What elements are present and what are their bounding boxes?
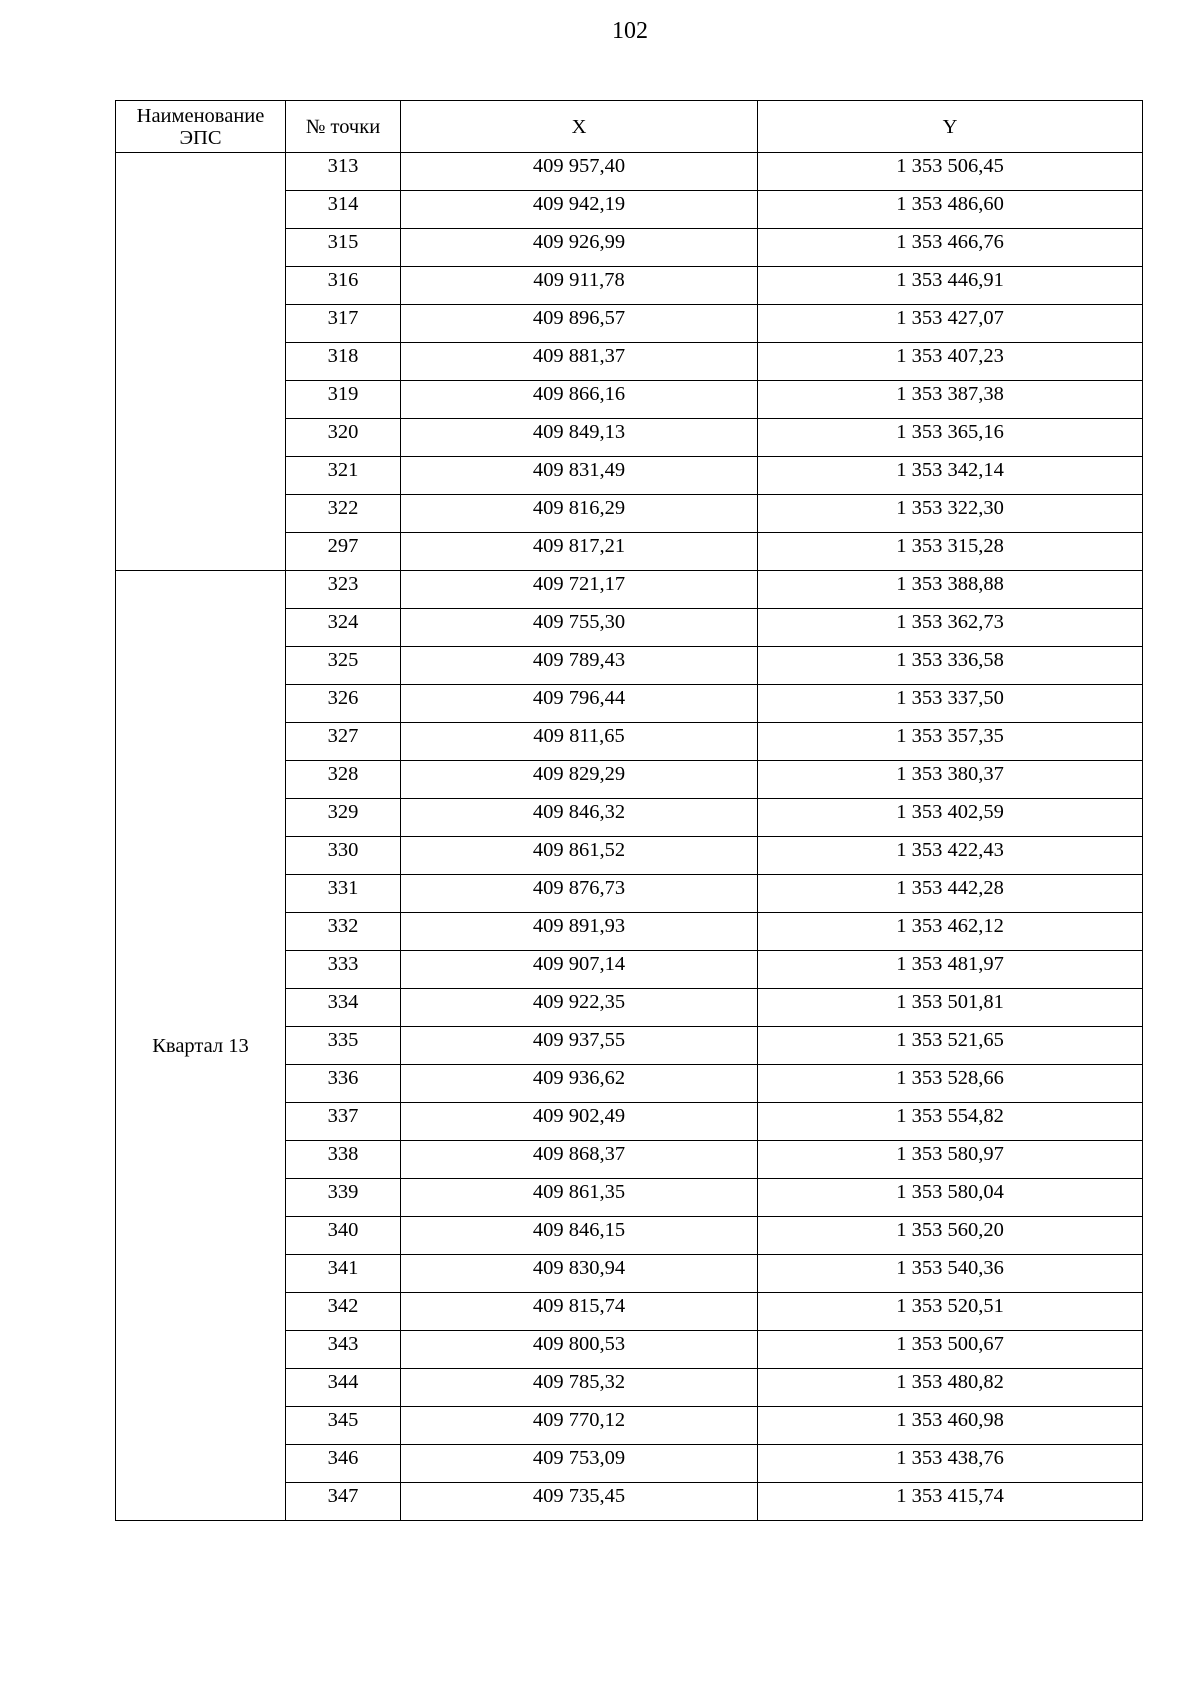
y-coordinate-cell: 1 353 460,98 xyxy=(758,1407,1143,1445)
y-coordinate-cell: 1 353 362,73 xyxy=(758,609,1143,647)
y-coordinate-cell: 1 353 580,97 xyxy=(758,1141,1143,1179)
y-coordinate-cell: 1 353 336,58 xyxy=(758,647,1143,685)
x-coordinate-cell: 409 881,37 xyxy=(401,343,758,381)
y-coordinate-cell: 1 353 357,35 xyxy=(758,723,1143,761)
x-coordinate-cell: 409 866,16 xyxy=(401,381,758,419)
x-coordinate-cell: 409 721,17 xyxy=(401,571,758,609)
point-number-cell: 339 xyxy=(286,1179,401,1217)
point-number-cell: 344 xyxy=(286,1369,401,1407)
y-coordinate-cell: 1 353 466,76 xyxy=(758,229,1143,267)
y-coordinate-cell: 1 353 315,28 xyxy=(758,533,1143,571)
point-number-cell: 333 xyxy=(286,951,401,989)
y-coordinate-cell: 1 353 481,97 xyxy=(758,951,1143,989)
x-coordinate-cell: 409 926,99 xyxy=(401,229,758,267)
y-coordinate-cell: 1 353 520,51 xyxy=(758,1293,1143,1331)
point-number-cell: 346 xyxy=(286,1445,401,1483)
y-coordinate-cell: 1 353 480,82 xyxy=(758,1369,1143,1407)
x-coordinate-cell: 409 815,74 xyxy=(401,1293,758,1331)
x-coordinate-cell: 409 891,93 xyxy=(401,913,758,951)
y-coordinate-cell: 1 353 407,23 xyxy=(758,343,1143,381)
point-number-cell: 320 xyxy=(286,419,401,457)
point-number-cell: 336 xyxy=(286,1065,401,1103)
x-coordinate-cell: 409 770,12 xyxy=(401,1407,758,1445)
x-coordinate-cell: 409 937,55 xyxy=(401,1027,758,1065)
eps-name-cell: Квартал 13 xyxy=(116,571,286,1521)
x-coordinate-cell: 409 861,52 xyxy=(401,837,758,875)
x-coordinate-cell: 409 942,19 xyxy=(401,191,758,229)
y-coordinate-cell: 1 353 365,16 xyxy=(758,419,1143,457)
x-coordinate-cell: 409 753,09 xyxy=(401,1445,758,1483)
point-number-cell: 335 xyxy=(286,1027,401,1065)
x-coordinate-cell: 409 868,37 xyxy=(401,1141,758,1179)
point-number-cell: 314 xyxy=(286,191,401,229)
header-x: X xyxy=(401,101,758,153)
x-coordinate-cell: 409 907,14 xyxy=(401,951,758,989)
point-number-cell: 329 xyxy=(286,799,401,837)
y-coordinate-cell: 1 353 528,66 xyxy=(758,1065,1143,1103)
y-coordinate-cell: 1 353 446,91 xyxy=(758,267,1143,305)
x-coordinate-cell: 409 831,49 xyxy=(401,457,758,495)
x-coordinate-cell: 409 785,32 xyxy=(401,1369,758,1407)
y-coordinate-cell: 1 353 580,04 xyxy=(758,1179,1143,1217)
y-coordinate-cell: 1 353 442,28 xyxy=(758,875,1143,913)
y-coordinate-cell: 1 353 501,81 xyxy=(758,989,1143,1027)
coordinates-table xyxy=(115,100,1143,1521)
y-coordinate-cell: 1 353 322,30 xyxy=(758,495,1143,533)
point-number-cell: 313 xyxy=(286,153,401,191)
x-coordinate-cell: 409 735,45 xyxy=(401,1483,758,1521)
x-coordinate-cell: 409 811,65 xyxy=(401,723,758,761)
point-number-cell: 330 xyxy=(286,837,401,875)
point-number-cell: 318 xyxy=(286,343,401,381)
y-coordinate-cell: 1 353 342,14 xyxy=(758,457,1143,495)
x-coordinate-cell: 409 846,15 xyxy=(401,1217,758,1255)
x-coordinate-cell: 409 796,44 xyxy=(401,685,758,723)
eps-name-cell xyxy=(116,153,286,571)
point-number-cell: 332 xyxy=(286,913,401,951)
y-coordinate-cell: 1 353 486,60 xyxy=(758,191,1143,229)
point-number-cell: 331 xyxy=(286,875,401,913)
point-number-cell: 343 xyxy=(286,1331,401,1369)
x-coordinate-cell: 409 829,29 xyxy=(401,761,758,799)
point-number-cell: 326 xyxy=(286,685,401,723)
x-coordinate-cell: 409 830,94 xyxy=(401,1255,758,1293)
point-number-cell: 347 xyxy=(286,1483,401,1521)
point-number-cell: 338 xyxy=(286,1141,401,1179)
y-coordinate-cell: 1 353 521,65 xyxy=(758,1027,1143,1065)
y-coordinate-cell: 1 353 500,67 xyxy=(758,1331,1143,1369)
header-y: Y xyxy=(758,101,1143,153)
point-number-cell: 319 xyxy=(286,381,401,419)
x-coordinate-cell: 409 789,43 xyxy=(401,647,758,685)
x-coordinate-cell: 409 800,53 xyxy=(401,1331,758,1369)
x-coordinate-cell: 409 876,73 xyxy=(401,875,758,913)
x-coordinate-cell: 409 755,30 xyxy=(401,609,758,647)
point-number-cell: 334 xyxy=(286,989,401,1027)
x-coordinate-cell: 409 902,49 xyxy=(401,1103,758,1141)
point-number-cell: 316 xyxy=(286,267,401,305)
point-number-cell: 342 xyxy=(286,1293,401,1331)
page-number: 102 xyxy=(612,18,648,44)
table-body xyxy=(116,153,1143,1521)
point-number-cell: 345 xyxy=(286,1407,401,1445)
y-coordinate-cell: 1 353 554,82 xyxy=(758,1103,1143,1141)
point-number-cell: 337 xyxy=(286,1103,401,1141)
x-coordinate-cell: 409 861,35 xyxy=(401,1179,758,1217)
point-number-cell: 340 xyxy=(286,1217,401,1255)
y-coordinate-cell: 1 353 387,38 xyxy=(758,381,1143,419)
header-point-number: № точки xyxy=(286,101,401,153)
y-coordinate-cell: 1 353 380,37 xyxy=(758,761,1143,799)
y-coordinate-cell: 1 353 462,12 xyxy=(758,913,1143,951)
x-coordinate-cell: 409 849,13 xyxy=(401,419,758,457)
y-coordinate-cell: 1 353 438,76 xyxy=(758,1445,1143,1483)
x-coordinate-cell: 409 911,78 xyxy=(401,267,758,305)
point-number-cell: 327 xyxy=(286,723,401,761)
table-row xyxy=(116,571,1143,609)
point-number-cell: 322 xyxy=(286,495,401,533)
point-number-cell: 324 xyxy=(286,609,401,647)
point-number-cell: 297 xyxy=(286,533,401,571)
y-coordinate-cell: 1 353 560,20 xyxy=(758,1217,1143,1255)
point-number-cell: 325 xyxy=(286,647,401,685)
x-coordinate-cell: 409 846,32 xyxy=(401,799,758,837)
table-row xyxy=(116,153,1143,191)
y-coordinate-cell: 1 353 506,45 xyxy=(758,153,1143,191)
x-coordinate-cell: 409 816,29 xyxy=(401,495,758,533)
y-coordinate-cell: 1 353 427,07 xyxy=(758,305,1143,343)
y-coordinate-cell: 1 353 415,74 xyxy=(758,1483,1143,1521)
x-coordinate-cell: 409 957,40 xyxy=(401,153,758,191)
point-number-cell: 321 xyxy=(286,457,401,495)
y-coordinate-cell: 1 353 388,88 xyxy=(758,571,1143,609)
x-coordinate-cell: 409 922,35 xyxy=(401,989,758,1027)
y-coordinate-cell: 1 353 422,43 xyxy=(758,837,1143,875)
y-coordinate-cell: 1 353 402,59 xyxy=(758,799,1143,837)
point-number-cell: 317 xyxy=(286,305,401,343)
point-number-cell: 341 xyxy=(286,1255,401,1293)
x-coordinate-cell: 409 817,21 xyxy=(401,533,758,571)
y-coordinate-cell: 1 353 540,36 xyxy=(758,1255,1143,1293)
header-eps-name: Наименование ЭПС xyxy=(116,101,286,153)
x-coordinate-cell: 409 936,62 xyxy=(401,1065,758,1103)
point-number-cell: 323 xyxy=(286,571,401,609)
y-coordinate-cell: 1 353 337,50 xyxy=(758,685,1143,723)
table-header-row xyxy=(116,101,1143,153)
point-number-cell: 315 xyxy=(286,229,401,267)
x-coordinate-cell: 409 896,57 xyxy=(401,305,758,343)
point-number-cell: 328 xyxy=(286,761,401,799)
